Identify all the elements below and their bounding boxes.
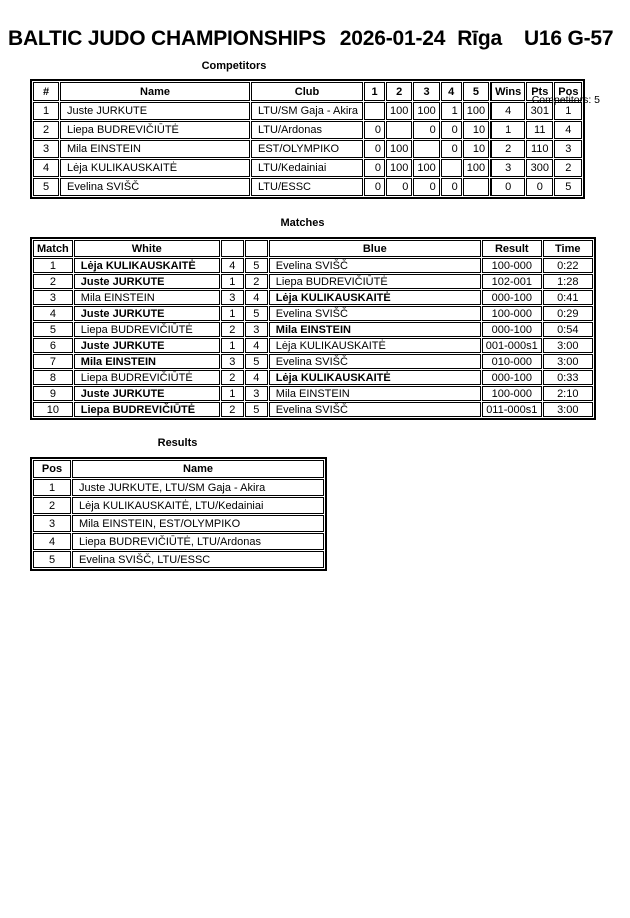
result-row xyxy=(33,533,324,550)
score-vs-5-cell: 100 xyxy=(463,159,489,177)
result-position-cell: 4 xyxy=(33,533,71,550)
blue-number-cell: 4 xyxy=(245,290,268,305)
match-row xyxy=(33,290,593,305)
match-number-cell: 7 xyxy=(33,354,73,369)
wins-cell: 3 xyxy=(490,159,525,177)
col-header-match: Match xyxy=(33,240,73,257)
score-vs-4-cell xyxy=(441,159,462,177)
score-vs-1-cell: 0 xyxy=(364,178,385,196)
competitors-table xyxy=(30,79,585,199)
competitors-count: Competitors: 5 xyxy=(531,94,600,106)
match-number-cell: 3 xyxy=(33,290,73,305)
blue-number-cell: 2 xyxy=(245,274,268,289)
title-date: 2026-01-24 xyxy=(339,27,446,50)
col-header-blue: Blue xyxy=(269,240,481,257)
match-number-cell: 5 xyxy=(33,322,73,337)
score-vs-3-cell: 100 xyxy=(413,159,439,177)
blue-name-cell: Evelina SVIŠČ xyxy=(269,354,481,369)
blue-number-cell: 3 xyxy=(245,322,268,337)
matches-header-row xyxy=(33,240,593,257)
title-city: Rīga xyxy=(457,27,502,50)
competitor-name-cell: Juste JURKUTE xyxy=(60,102,250,120)
col-header-pts: Pts xyxy=(526,82,553,101)
result-position-cell: 3 xyxy=(33,515,71,532)
time-cell: 3:00 xyxy=(543,338,593,353)
result-name-cell: Mila EINSTEIN, EST/OLYMPIKO xyxy=(72,515,324,532)
competitor-name-cell: Evelina SVIŠČ xyxy=(60,178,250,196)
score-vs-5-cell: 10 xyxy=(463,140,489,158)
competitor-club-cell: LTU/Kedainiai xyxy=(251,159,363,177)
match-number-cell: 1 xyxy=(33,258,73,273)
competitor-row xyxy=(33,140,582,158)
wins-cell: 2 xyxy=(490,140,525,158)
blue-number-cell: 4 xyxy=(245,370,268,385)
competitor-number-cell: 3 xyxy=(33,140,59,158)
white-number-cell: 2 xyxy=(221,370,244,385)
score-vs-1-cell: 0 xyxy=(364,140,385,158)
competitor-row xyxy=(33,178,582,196)
result-cell: 100-000 xyxy=(482,258,542,273)
match-number-cell: 6 xyxy=(33,338,73,353)
white-name-cell: Juste JURKUTE xyxy=(74,306,220,321)
white-name-cell: Juste JURKUTE xyxy=(74,274,220,289)
results-heading: Results xyxy=(157,437,198,449)
time-cell: 0:54 xyxy=(543,322,593,337)
score-vs-4-cell: 1 xyxy=(441,102,462,120)
match-row xyxy=(33,258,593,273)
blue-number-cell: 3 xyxy=(245,386,268,401)
points-cell: 300 xyxy=(526,159,553,177)
score-vs-4-cell: 0 xyxy=(441,121,462,139)
time-cell: 0:33 xyxy=(543,370,593,385)
blue-name-cell: Evelina SVIŠČ xyxy=(269,258,481,273)
blue-name-cell: Mila EINSTEIN xyxy=(269,386,481,401)
score-vs-4-cell: 0 xyxy=(441,178,462,196)
col-header-score-1: 1 xyxy=(364,82,385,101)
position-cell: 5 xyxy=(554,178,582,196)
time-cell: 3:00 xyxy=(543,402,593,417)
blue-name-cell: Evelina SVIŠČ xyxy=(269,402,481,417)
blue-name-cell: Mila EINSTEIN xyxy=(269,322,481,337)
match-row xyxy=(33,322,593,337)
position-cell: 1 xyxy=(554,102,582,120)
match-row xyxy=(33,306,593,321)
white-number-cell: 2 xyxy=(221,322,244,337)
competitor-club-cell: LTU/Ardonas xyxy=(251,121,363,139)
result-name-cell: Lėja KULIKAUSKAITĖ, LTU/Kedainiai xyxy=(72,497,324,514)
competitor-number-cell: 2 xyxy=(33,121,59,139)
competitor-name-cell: Lėja KULIKAUSKAITĖ xyxy=(60,159,250,177)
white-name-cell: Mila EINSTEIN xyxy=(74,354,220,369)
white-number-cell: 1 xyxy=(221,386,244,401)
white-number-cell: 1 xyxy=(221,306,244,321)
white-number-cell: 3 xyxy=(221,354,244,369)
blue-number-cell: 5 xyxy=(245,258,268,273)
score-vs-3-cell xyxy=(413,140,439,158)
score-vs-4-cell: 0 xyxy=(441,140,462,158)
score-vs-1-cell: 0 xyxy=(364,159,385,177)
result-cell: 011-000s1 xyxy=(482,402,542,417)
match-number-cell: 8 xyxy=(33,370,73,385)
white-number-cell: 4 xyxy=(221,258,244,273)
points-cell: 301 xyxy=(526,102,553,120)
match-row xyxy=(33,386,593,401)
competitor-club-cell: EST/OLYMPIKO xyxy=(251,140,363,158)
white-name-cell: Liepa BUDREVIČIŪTĖ xyxy=(74,402,220,417)
result-cell: 100-000 xyxy=(482,386,542,401)
blue-name-cell: Lėja KULIKAUSKAITĖ xyxy=(269,290,481,305)
time-cell: 3:00 xyxy=(543,354,593,369)
points-cell: 11 xyxy=(526,121,553,139)
result-cell: 001-000s1 xyxy=(482,338,542,353)
score-vs-3-cell: 0 xyxy=(413,178,439,196)
score-vs-2-cell: 100 xyxy=(386,102,412,120)
result-name-cell: Evelina SVIŠČ, LTU/ESSC xyxy=(72,551,324,568)
score-vs-5-cell: 100 xyxy=(463,102,489,120)
competitors-heading: Competitors xyxy=(201,60,267,72)
blue-number-cell: 5 xyxy=(245,354,268,369)
time-cell: 2:10 xyxy=(543,386,593,401)
white-number-cell: 2 xyxy=(221,402,244,417)
white-name-cell: Juste JURKUTE xyxy=(74,386,220,401)
col-header-white: White xyxy=(74,240,220,257)
match-number-cell: 9 xyxy=(33,386,73,401)
wins-cell: 0 xyxy=(490,178,525,196)
blue-name-cell: Lėja KULIKAUSKAITĖ xyxy=(269,338,481,353)
blue-number-cell: 4 xyxy=(245,338,268,353)
page-title xyxy=(8,27,630,51)
result-row xyxy=(33,515,324,532)
results-table xyxy=(30,457,327,571)
position-cell: 3 xyxy=(554,140,582,158)
wins-cell: 4 xyxy=(490,102,525,120)
competitor-number-cell: 1 xyxy=(33,102,59,120)
result-row xyxy=(33,479,324,496)
result-cell: 000-100 xyxy=(482,370,542,385)
score-vs-2-cell xyxy=(386,121,412,139)
score-vs-2-cell: 0 xyxy=(386,178,412,196)
col-header-club: Club xyxy=(251,82,363,101)
result-row xyxy=(33,497,324,514)
time-cell: 0:29 xyxy=(543,306,593,321)
time-cell: 1:28 xyxy=(543,274,593,289)
col-header-result-pos: Pos xyxy=(33,460,71,478)
title-category: U16 G-57 xyxy=(523,27,614,50)
match-number-cell: 2 xyxy=(33,274,73,289)
result-position-cell: 5 xyxy=(33,551,71,568)
score-vs-3-cell: 0 xyxy=(413,121,439,139)
col-header-result: Result xyxy=(482,240,542,257)
competitor-club-cell: LTU/ESSC xyxy=(251,178,363,196)
competitors-header-row xyxy=(33,82,582,101)
result-cell: 000-100 xyxy=(482,290,542,305)
white-number-cell: 3 xyxy=(221,290,244,305)
white-number-cell: 1 xyxy=(221,338,244,353)
title-event: BALTIC JUDO CHAMPIONSHIPS xyxy=(8,27,326,50)
white-name-cell: Liepa BUDREVIČIŪTĖ xyxy=(74,370,220,385)
match-row xyxy=(33,338,593,353)
match-row xyxy=(33,354,593,369)
col-header-score-4: 4 xyxy=(441,82,462,101)
matches-heading: Matches xyxy=(280,217,325,229)
col-header-wins: Wins xyxy=(490,82,525,101)
blue-number-cell: 5 xyxy=(245,402,268,417)
score-vs-2-cell: 100 xyxy=(386,140,412,158)
blue-name-cell: Evelina SVIŠČ xyxy=(269,306,481,321)
col-header-blue-num xyxy=(245,240,268,257)
match-number-cell: 4 xyxy=(33,306,73,321)
white-name-cell: Liepa BUDREVIČIŪTĖ xyxy=(74,322,220,337)
white-number-cell: 1 xyxy=(221,274,244,289)
time-cell: 0:41 xyxy=(543,290,593,305)
match-row xyxy=(33,370,593,385)
score-vs-2-cell: 100 xyxy=(386,159,412,177)
competitor-club-cell: LTU/SM Gaja - Akira xyxy=(251,102,363,120)
time-cell: 0:22 xyxy=(543,258,593,273)
blue-number-cell: 5 xyxy=(245,306,268,321)
points-cell: 110 xyxy=(526,140,553,158)
white-name-cell: Juste JURKUTE xyxy=(74,338,220,353)
competitor-number-cell: 4 xyxy=(33,159,59,177)
score-vs-1-cell xyxy=(364,102,385,120)
result-position-cell: 2 xyxy=(33,497,71,514)
results-header-row xyxy=(33,460,324,478)
points-cell: 0 xyxy=(526,178,553,196)
score-vs-5-cell: 10 xyxy=(463,121,489,139)
white-name-cell: Mila EINSTEIN xyxy=(74,290,220,305)
score-vs-1-cell: 0 xyxy=(364,121,385,139)
matches-table xyxy=(30,237,596,420)
competitor-row xyxy=(33,159,582,177)
result-cell: 000-100 xyxy=(482,322,542,337)
col-header-score-5: 5 xyxy=(463,82,489,101)
result-name-cell: Liepa BUDREVIČIŪTĖ, LTU/Ardonas xyxy=(72,533,324,550)
score-vs-3-cell: 100 xyxy=(413,102,439,120)
competitor-name-cell: Liepa BUDREVIČIŪTĖ xyxy=(60,121,250,139)
col-header-result-name: Name xyxy=(72,460,324,478)
result-cell: 010-000 xyxy=(482,354,542,369)
competitor-name-cell: Mila EINSTEIN xyxy=(60,140,250,158)
competitor-row xyxy=(33,121,582,139)
position-cell: 4 xyxy=(554,121,582,139)
blue-name-cell: Liepa BUDREVIČIŪTĖ xyxy=(269,274,481,289)
result-cell: 102-001 xyxy=(482,274,542,289)
col-header-time: Time xyxy=(543,240,593,257)
result-position-cell: 1 xyxy=(33,479,71,496)
match-row xyxy=(33,274,593,289)
result-cell: 100-000 xyxy=(482,306,542,321)
white-name-cell: Lėja KULIKAUSKAITĖ xyxy=(74,258,220,273)
col-header-pos: Pos xyxy=(554,82,582,101)
col-header-score-2: 2 xyxy=(386,82,412,101)
col-header-name: Name xyxy=(60,82,250,101)
score-vs-5-cell xyxy=(463,178,489,196)
match-number-cell: 10 xyxy=(33,402,73,417)
col-header-white-num xyxy=(221,240,244,257)
wins-cell: 1 xyxy=(490,121,525,139)
col-header-num: # xyxy=(33,82,59,101)
competitor-row xyxy=(33,102,582,120)
result-row xyxy=(33,551,324,568)
result-name-cell: Juste JURKUTE, LTU/SM Gaja - Akira xyxy=(72,479,324,496)
blue-name-cell: Lėja KULIKAUSKAITĖ xyxy=(269,370,481,385)
position-cell: 2 xyxy=(554,159,582,177)
competitor-number-cell: 5 xyxy=(33,178,59,196)
match-row xyxy=(33,402,593,417)
col-header-score-3: 3 xyxy=(413,82,439,101)
